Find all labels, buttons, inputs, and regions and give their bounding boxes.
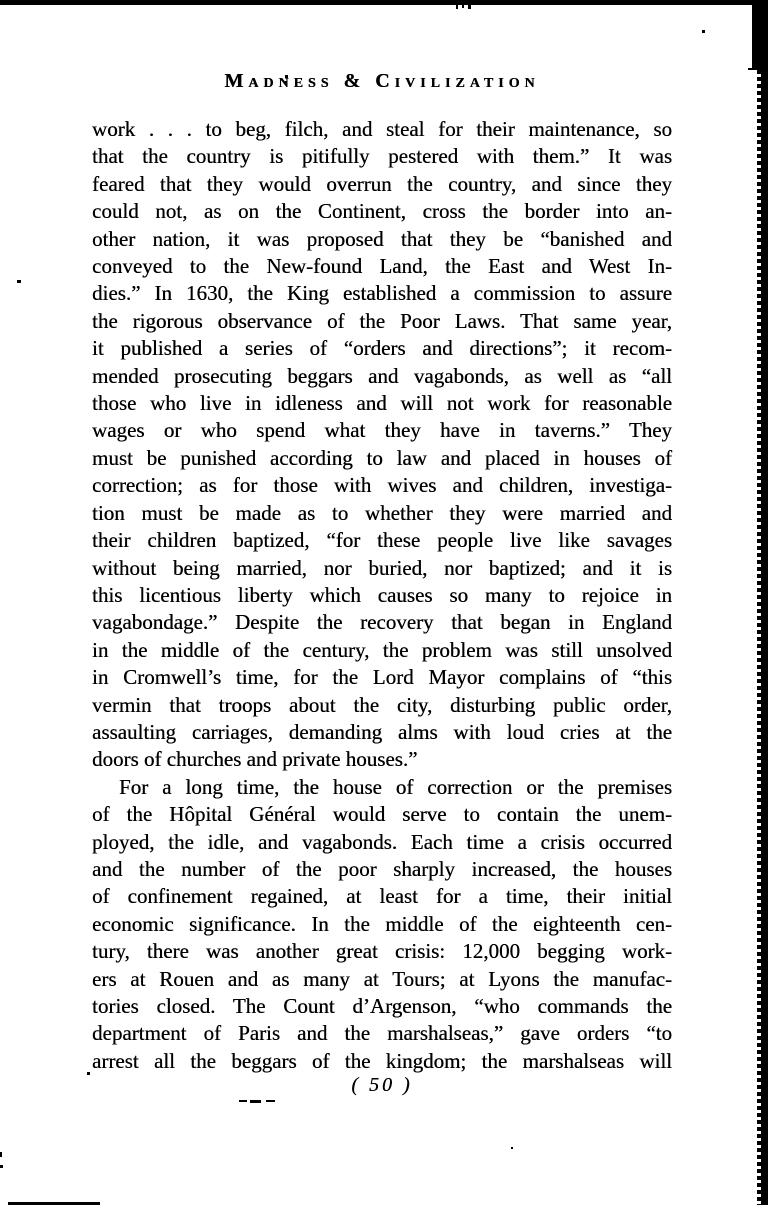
text-line: dies.” In 1630, the King established a commission to assure <box>92 281 672 306</box>
text-line: the rigorous observance of the Poor Laws. That same year, <box>92 308 672 333</box>
text-line: tories closed. The Count d’Argenson, “who commands the <box>92 994 672 1018</box>
text-line: ers at Rouen and as many at Tours; at Lyons the manufac- <box>92 966 672 991</box>
scan-artifact-top-tick <box>456 5 458 9</box>
scan-artifact-speck <box>511 1147 513 1149</box>
text-line: vermin that troops about the city, disturbing public order, <box>92 692 672 717</box>
text-line: their children baptized, “for these people live like savages <box>92 528 672 553</box>
text-line: it published a series of “orders and directions”; it recom- <box>92 336 672 361</box>
paragraph <box>92 116 672 774</box>
text-line: could not, as on the Continent, cross the border into an- <box>92 199 672 224</box>
scan-artifact-right-edge-dashes <box>757 70 761 1205</box>
text-line: vagabondage.” Despite the recovery that began in England <box>92 610 672 635</box>
text-line: and the number of the poor sharply increased, the houses <box>92 856 672 881</box>
text-line: tion must be made as to whether they were married and <box>92 500 672 525</box>
text-line: ployed, the idle, and vagabonds. Each time a crisis occurred <box>92 829 672 854</box>
text-line: correction; as for those with wives and children, investiga- <box>92 473 672 498</box>
text-line: feared that they would overrun the country, and since they <box>92 171 672 196</box>
text-line: that the country is pitifully pestered with them.” It was <box>92 144 672 169</box>
text-line: arrest all the beggars of the kingdom; the marshalseas will <box>92 1048 672 1073</box>
text-line: this licentious liberty which causes so many to rejoice in <box>92 582 672 607</box>
paragraph <box>92 774 672 1075</box>
text-line: assaulting carriages, demanding alms with loud cries at the <box>92 719 672 744</box>
text-line: in Cromwell’s time, for the Lord Mayor complains of “this <box>92 665 672 690</box>
scan-artifact-speck <box>0 1152 2 1157</box>
scan-artifact-speck <box>702 30 705 33</box>
text-line: of confinement regained, at least for a time, their initial <box>92 884 672 909</box>
scan-artifact-top-tick <box>462 5 464 8</box>
scan-artifact-top-tick <box>468 5 471 9</box>
scan-artifact-speck <box>17 280 21 283</box>
text-line: department of Paris and the marshalseas,” gave orders “to <box>92 1021 672 1046</box>
text-line: conveyed to the New-found Land, the East and West In- <box>92 254 672 279</box>
page-number: ( 50 ) <box>351 1074 413 1096</box>
text-line: in the middle of the century, the problem was still unsolved <box>92 637 672 662</box>
text-line: must be punished according to law and placed in houses of <box>92 445 672 470</box>
scan-artifact-bottom-dash <box>239 1100 247 1102</box>
text-line: without being married, nor buried, nor baptized; and it is <box>92 555 672 580</box>
scan-artifact-speck <box>87 1072 90 1075</box>
text-line: work . . . to beg, filch, and steal for their maintenance, so <box>92 117 672 141</box>
scan-artifact-speck <box>0 1165 3 1168</box>
text-line: economic significance. In the middle of the eighteenth cen- <box>92 911 672 936</box>
text-line: other nation, it was proposed that they be “banished and <box>92 226 672 251</box>
scan-artifact-bottom-dash <box>250 1100 261 1103</box>
scan-artifact-top-bar <box>0 0 768 5</box>
scan-artifact-bottom-dash <box>266 1100 275 1102</box>
text-line: wages or who spend what they have in taverns.” They <box>92 418 672 443</box>
scan-artifact-right-edge-bar <box>761 0 768 1205</box>
text-line: tury, there was another great crisis: 12,000 begging work- <box>92 939 672 964</box>
text-line: of the Hôpital Général would serve to contain the unem- <box>92 802 672 827</box>
text-line: For a long time, the house of correction or the premises <box>119 774 672 799</box>
text-line: mended prosecuting beggars and vagabonds, as well as “all <box>92 363 672 388</box>
running-header: Madness & Civilization <box>224 70 540 92</box>
scan-artifact-right-edge-tick <box>748 68 758 70</box>
text-line: doors of churches and private houses.” <box>92 747 418 772</box>
page-body <box>92 116 672 1075</box>
text-line: those who live in idleness and will not work for reasonable <box>92 391 672 416</box>
